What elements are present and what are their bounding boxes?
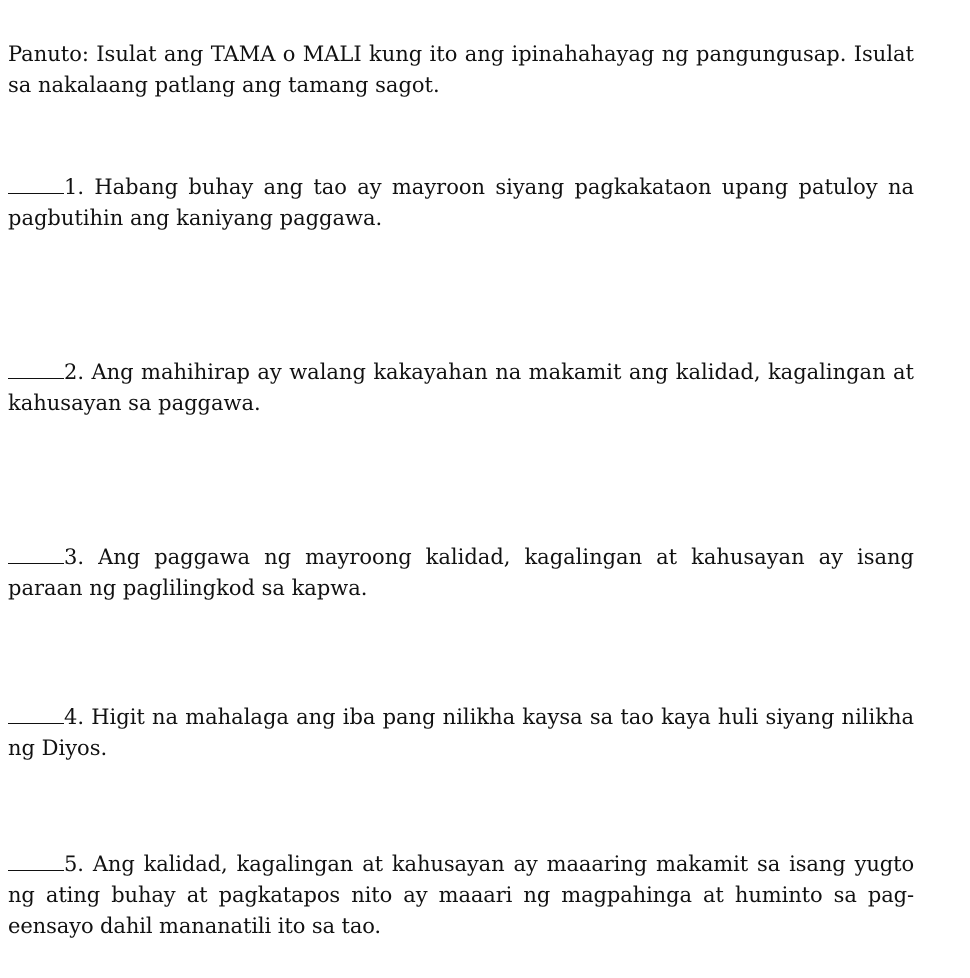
answer-blank-1[interactable] xyxy=(8,175,64,194)
question-item-5 xyxy=(8,849,914,942)
question-number-5: 5. xyxy=(64,852,84,876)
question-item-4 xyxy=(8,702,914,764)
question-number-3: 3. xyxy=(64,545,85,569)
answer-blank-3[interactable] xyxy=(8,545,64,564)
question-number-1: 1. xyxy=(64,175,85,199)
question-text-4: Higit na mahalaga ang iba pang nilikha kaysa sa tao kaya huli siyang nilikha ng Diyos. xyxy=(8,705,914,760)
question-number-2: 2. xyxy=(64,360,85,384)
answer-blank-4[interactable] xyxy=(8,705,64,724)
answer-blank-5[interactable] xyxy=(8,852,64,871)
question-text-2: Ang mahihirap ay walang kakayahan na makamit ang kalidad, kagalingan at kahusayan sa paggawa. xyxy=(8,360,914,415)
answer-blank-2[interactable] xyxy=(8,360,64,379)
question-number-4: 4. xyxy=(64,705,85,729)
worksheet xyxy=(8,39,914,938)
question-item-2 xyxy=(8,357,914,419)
question-text-3: Ang paggawa ng mayroong kalidad, kagalingan at kahusayan ay isang paraan ng paglilingkod sa kapwa. xyxy=(8,545,914,600)
question-text-1: Habang buhay ang tao ay mayroon siyang pagkakataon upang patuloy na pagbutihin ang kaniyang paggawa. xyxy=(8,175,914,230)
question-item-3 xyxy=(8,542,914,604)
instructions: Panuto: Isulat ang TAMA o MALI kung ito ang ipinahahayag ng pangungusap. Isulat sa nakalaang patlang ang tamang sagot. xyxy=(8,42,914,97)
question-text-5: Ang kalidad, kagalingan at kahusayan ay maaaring makamit sa isang yugto ng ating buhay at pagkatapos nito ay maaari ng magpahinga at huminto sa pag-eensayo dahil mananatili ito sa tao. xyxy=(8,852,914,938)
question-item-1 xyxy=(8,172,914,234)
